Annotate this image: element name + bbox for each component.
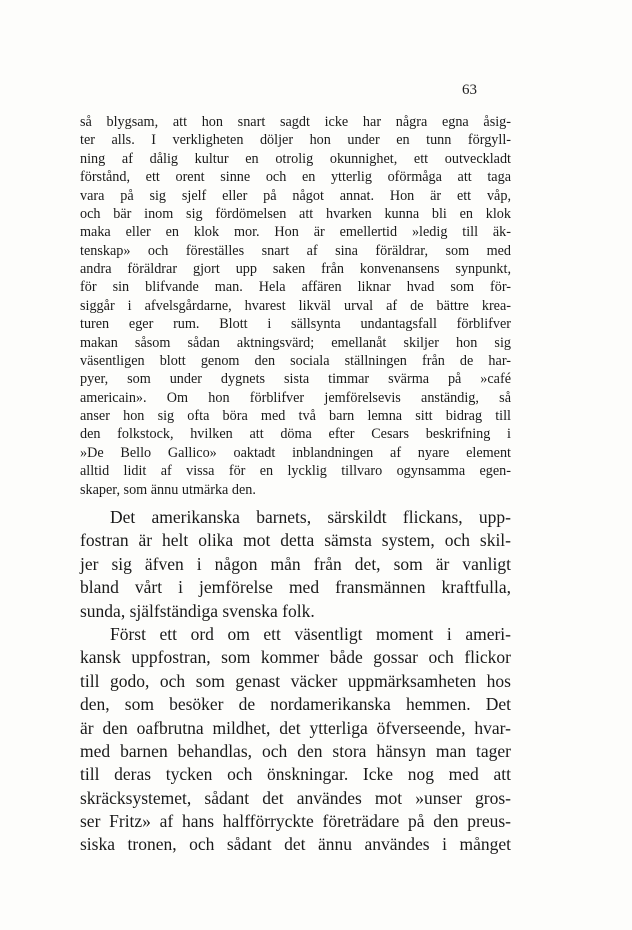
text-line: vara på sig sjelf eller på något annat. Hon är ett våp,: [80, 187, 511, 204]
text-line: bland vårt i jemförelse med fransmännen kraftfulla,: [80, 577, 511, 598]
small-print-paragraph: [80, 113, 511, 499]
text-line: förstånd, ett orent sinne och en ytterlig oförmåga att taga: [80, 169, 511, 186]
text-line: sunda, själfständiga svenska folk.: [80, 600, 315, 621]
text-line: kansk uppfostran, som kommer både gossar och flickor: [80, 647, 511, 668]
text-line: Först ett ord om ett väsentligt moment i ameri-: [110, 623, 511, 644]
text-line: anser hon sig ofta böra med två barn lemna sitt bidrag till: [80, 408, 511, 424]
text-line: tenskap» och föreställes snart af sina föräldrar, som med: [80, 242, 511, 259]
text-line: siska tronen, och sådant det ännu användes i månget: [80, 834, 511, 855]
text-line: fostran är helt olika mot detta sämsta system, och skil-: [80, 530, 511, 551]
text-line: »De Bello Gallico» oaktadt inblandningen af nyare element: [80, 444, 511, 461]
text-line: skräcksystemet, sådant det användes mot »unser gros-: [80, 787, 511, 808]
text-line: till deras tycken och önskningar. Icke nog med att: [80, 764, 511, 785]
text-line: ser Fritz» af hans halfförryckte företrädare på den preus-: [80, 811, 511, 832]
text-line: alltid lidit af vissa för en lycklig tillvaro ogynsamma egen-: [80, 463, 511, 480]
text-line: andra föräldrar gjort upp saken från konvenansens synpunkt,: [80, 261, 511, 277]
body-paragraphs: [80, 506, 511, 857]
page-number: 63: [462, 82, 477, 98]
text-line: med barnen behandlas, och den stora hänsyn man tager: [80, 740, 511, 761]
text-line: turen eger rum. Blott i sällsynta undantagsfall förblifver: [80, 316, 511, 333]
text-line: för sin blifvande man. Hela affären liknar hvad som för-: [80, 279, 511, 296]
text-line: är den oafbrutna mildhet, det ytterliga öfverseende, hvar-: [80, 717, 511, 738]
text-line: pyer, som under dygnets sista timmar svärma på »café: [80, 371, 511, 388]
text-line: ning af dålig kultur en otrolig okunnighet, ett outveckladt: [80, 150, 511, 167]
text-line: till godo, och som genast väcker uppmärksamheten hos: [80, 670, 511, 691]
text-line: och bär inom sig fördömelsen att hvarken kunna bli en klok: [80, 205, 511, 222]
text-line: ter alls. I verkligheten döljer hon under en tunn förgyll-: [80, 132, 511, 149]
text-line: Det amerikanska barnets, särskildt flickans, upp-: [110, 507, 511, 527]
text-line: americain». Om hon förblifver jemförelsevis anständig, så: [80, 389, 511, 406]
text-line: så blygsam, att hon snart sagdt icke har några egna åsig-: [80, 114, 511, 130]
text-line: den folkstock, hvilken att döma efter Cesars beskrifning i: [80, 426, 511, 443]
text-line: jer sig äfven i någon mån från det, som är vanligt: [80, 553, 511, 574]
text-line: väsentligen blott genom den sociala ställningen från de har-: [80, 352, 511, 369]
text-line: den, som besöker de nordamerikanska hemmen. Det: [80, 694, 511, 715]
text-line: maka eller en klok mor. Hon är emellertid »ledig till äk-: [80, 224, 511, 241]
text-line: siggår i afvelsgårdarne, hvarest likväl urval af de bättre krea-: [80, 297, 511, 314]
text-line: makan såsom sådan aktningsvärd; emellanåt skiljer hon sig: [80, 334, 511, 351]
text-line: skaper, som ännu utmärka den.: [80, 481, 256, 498]
